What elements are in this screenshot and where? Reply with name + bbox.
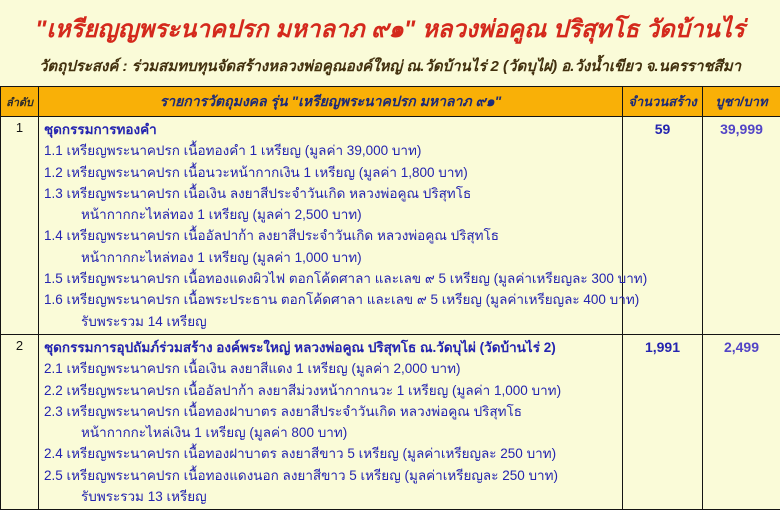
item-line: 2.3 เหรียญพระนาคปรก เนื้อทองฝาบาตร ลงยาสีประจำวันเกิด หลวงพ่อคูณ ปริสุทโธ [39, 401, 620, 422]
item-line: หน้ากากกะไหล่ทอง 1 เหรียญ (มูลค่า 2,500 บาท) [39, 204, 620, 225]
row-item-cell [39, 334, 623, 509]
table-row [1, 334, 780, 509]
item-line: 2.2 เหรียญพระนาคปรก เนื้ออัลปาก้า ลงยาสีม่วงหน้ากากนวะ 1 เหรียญ (มูลค่า 1,000 บาท) [39, 380, 620, 401]
row-price: 39,999 [703, 117, 780, 335]
page-title: "เหรียญญพระนาคปรก มหาลาภ ๙๑" หลวงพ่อคูณ ปริสุทโธ วัดบ้านไร่ [0, 0, 780, 45]
row-price: 2,499 [703, 334, 780, 509]
item-line: 1.4 เหรียญพระนาคปรก เนื้ออัลปาก้า ลงยาสีประจำวันเกิด หลวงพ่อคูณ ปริสุทโธ [39, 225, 620, 246]
item-line: 1.3 เหรียญพระนาคปรก เนื้อเงิน ลงยาสีประจำวันเกิด หลวงพ่อคูณ ปริสุทโธ [39, 183, 620, 204]
table-row [1, 117, 780, 335]
item-line: หน้ากากกะไหล่ทอง 1 เหรียญ (มูลค่า 1,000 บาท) [39, 247, 620, 268]
row-item-cell [39, 117, 623, 335]
item-line: 1.6 เหรียญพระนาคปรก เนื้อพระประธาน ตอกโค้ดศาลา และเลข ๙ 5 เหรียญ (มูลค่าเหรียญละ 400 บาท) [39, 289, 620, 310]
row-title: ชุดกรรมการอุปถัมภ์ร่วมสร้าง องค์พระใหญ่ หลวงพ่อคูณ ปริสุทโธ ณ.วัดบุไผ่ (วัดบ้านไร่ 2) [39, 337, 620, 358]
header-no: ลำดับ [1, 87, 39, 117]
row-number: 2 [1, 334, 39, 509]
item-line: 2.1 เหรียญพระนาคปรก เนื้อเงิน ลงยาสีแดง 1 เหรียญ (มูลค่า 2,000 บาท) [39, 358, 620, 379]
item-line: 1.2 เหรียญพระนาคปรก เนื้อนวะหน้ากากเงิน 1 เหรียญ (มูลค่า 1,800 บาท) [39, 162, 620, 183]
amulet-table [0, 86, 780, 510]
table-body [1, 117, 780, 510]
row-number: 1 [1, 117, 39, 335]
item-line: 2.4 เหรียญพระนาคปรก เนื้อทองฝาบาตร ลงยาสีขาว 5 เหรียญ (มูลค่าเหรียญละ 250 บาท) [39, 443, 620, 464]
item-line: 1.5 เหรียญพระนาคปรก เนื้อทองแดงผิวไฟ ตอกโค้ดศาลา และเลข ๙ 5 เหรียญ (มูลค่าเหรียญละ 300 บาท) [39, 268, 620, 289]
header-qty: จำนวนสร้าง [623, 87, 703, 117]
item-line: 2.5 เหรียญพระนาคปรก เนื้อทองแดงนอก ลงยาสีขาว 5 เหรียญ (มูลค่าเหรียญละ 250 บาท) [39, 465, 620, 486]
table-header [1, 87, 780, 117]
header-item: รายการวัตถุมงคล รุ่น "เหรียญพระนาคปรก มหาลาภ ๙๑" [39, 87, 623, 117]
page-subtitle: วัตถุประสงค์ : ร่วมสมทบทุนจัดสร้างหลวงพ่อคูณองค์ใหญ่ ณ.วัดบ้านไร่ 2 (วัดบุไผ่) อ.วังน้ำเขียว จ.นครราชสีมา [0, 54, 780, 78]
item-line: รับพระรวม 13 เหรียญ [39, 486, 620, 507]
header-price: บูชา/บาท [703, 87, 780, 117]
row-title: ชุดกรรมการทองคำ [39, 119, 620, 140]
item-line: 1.1 เหรียญพระนาคปรก เนื้อทองคำ 1 เหรียญ (มูลค่า 39,000 บาท) [39, 140, 620, 161]
item-line: หน้ากากกะไหล่เงิน 1 เหรียญ (มูลค่า 800 บาท) [39, 422, 620, 443]
row-qty: 59 [623, 117, 703, 335]
item-line: รับพระรวม 14 เหรียญ [39, 311, 620, 332]
row-qty: 1,991 [623, 334, 703, 509]
header-row [1, 87, 780, 117]
